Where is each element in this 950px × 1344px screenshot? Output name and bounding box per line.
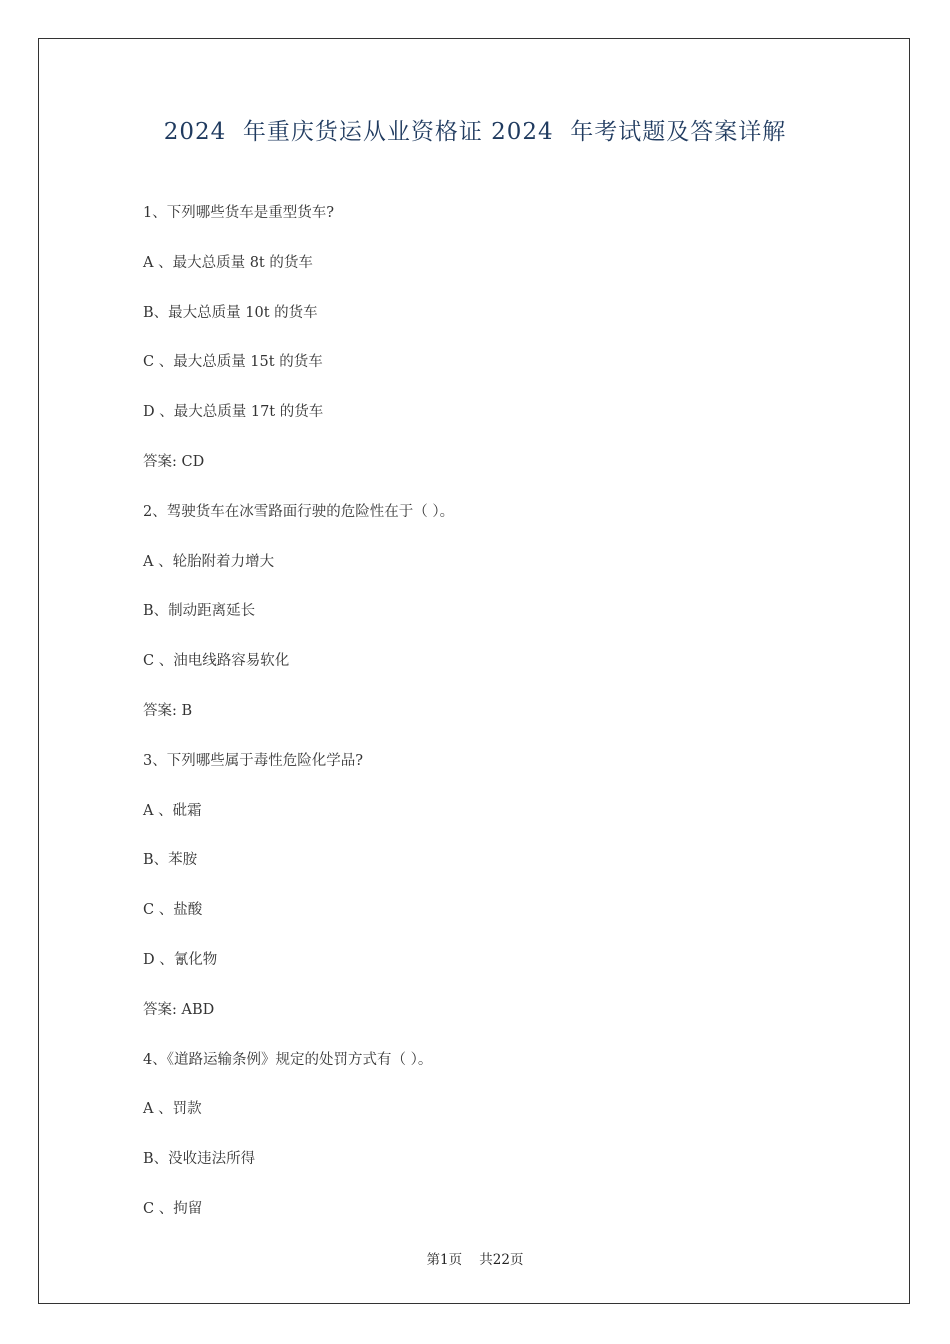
q2-option-a: A 、轮胎附着力增大 [143,553,275,570]
q2-option-b: B、制动距离延长 [143,603,256,620]
page-footer: 第1页 共22页 [426,1252,524,1268]
document-title: 2024 年重庆货运从业资格证 2024 年考试题及答案详解 [163,119,787,145]
q2-option-c: C 、油电线路容易软化 [143,653,290,670]
q1-option-d: D 、最大总质量 17t 的货车 [143,404,324,421]
question-2: 2、驾驶货车在冰雪路面行驶的危险性在于（ ）。 [143,503,455,520]
question-3: 3、下列哪些属于毒性危险化学品? [143,752,363,769]
q1-option-c: C 、最大总质量 15t 的货车 [143,354,323,371]
q4-option-c: C 、拘留 [143,1200,203,1217]
q3-option-b: B、苯胺 [143,852,198,869]
q1-answer: 答案: CD [143,453,205,470]
q3-option-c: C 、盐酸 [143,902,203,919]
document-body [143,203,843,1249]
q1-option-a: A 、最大总质量 8t 的货车 [143,254,313,271]
question-4: 4、《道路运输条例》规定的处罚方式有（ ）。 [143,1051,433,1068]
q1-option-b: B、最大总质量 10t 的货车 [143,304,318,321]
q3-option-d: D 、氰化物 [143,951,218,968]
q3-answer: 答案: ABD [143,1001,215,1018]
q2-answer: 答案: B [143,702,193,719]
q4-option-b: B、没收违法所得 [143,1151,256,1168]
q4-option-a: A 、罚款 [143,1101,202,1118]
question-1: 1、下列哪些货车是重型货车? [143,205,334,221]
q3-option-a: A 、砒霜 [143,802,202,819]
